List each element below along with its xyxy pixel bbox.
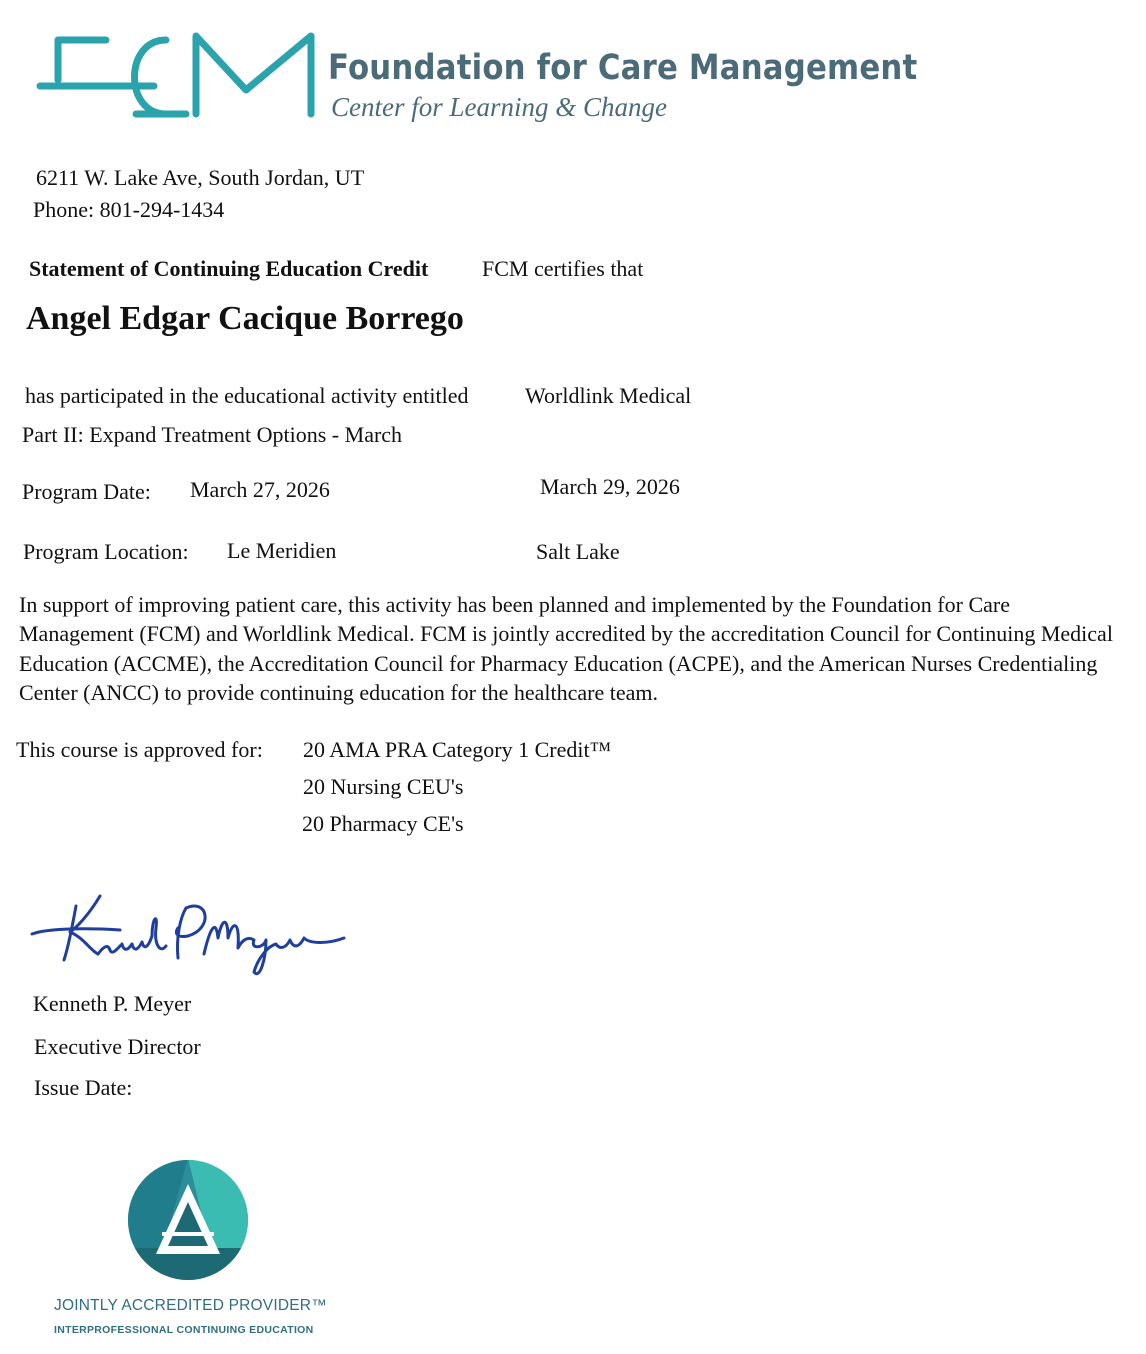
- program-end-date: March 29, 2026: [540, 474, 680, 499]
- activity-intro: has participated in the educational activity entitled: [25, 383, 469, 408]
- statement-title: Statement of Continuing Education Credit: [29, 256, 429, 281]
- credit-pharmacy: 20 Pharmacy CE's: [302, 811, 464, 836]
- certifies-text: FCM certifies that: [482, 256, 644, 281]
- org-tagline: Center for Learning & Change: [331, 92, 667, 122]
- issue-date-label: Issue Date:: [34, 1075, 133, 1100]
- credit-ama: 20 AMA PRA Category 1 Credit™: [303, 737, 612, 762]
- credit-nursing: 20 Nursing CEU's: [303, 774, 464, 799]
- activity-title-line2: Part II: Expand Treatment Options - March: [22, 422, 403, 447]
- accreditation-statement: In support of improving patient care, this activity has been planned and implemented by the Foundation for Care Management (FCM) and Worldlink Medical. FCM is jointly accredited by the accreditation Council for Continuing Medical Education (ACCME), the Accreditation Council for Pharmacy Education (ACPE), and the American Nurses Credentialing Center (ANCC) to provide continuing education for the healthcare team.: [19, 592, 1113, 705]
- program-location-label: Program Location:: [23, 539, 189, 564]
- jointly-accredited-title: JOINTLY ACCREDITED PROVIDER™: [54, 1297, 327, 1314]
- signature-image: [28, 888, 348, 988]
- approval-label: This course is approved for:: [16, 737, 263, 762]
- program-date-label: Program Date:: [22, 479, 151, 504]
- address: 6211 W. Lake Ave, South Jordan, UT: [36, 165, 365, 190]
- fcm-logo: [36, 30, 326, 122]
- activity-title-line1: Worldlink Medical: [525, 383, 692, 408]
- program-venue: Le Meridien: [227, 538, 337, 563]
- signatory-name: Kenneth P. Meyer: [33, 991, 192, 1016]
- phone: Phone: 801-294-1434: [33, 197, 225, 222]
- signatory-title: Executive Director: [34, 1034, 201, 1059]
- program-city: Salt Lake: [536, 539, 620, 564]
- program-start-date: March 27, 2026: [190, 477, 330, 502]
- jointly-accredited-subtitle: INTERPROFESSIONAL CONTINUING EDUCATION: [54, 1324, 314, 1336]
- org-name: Foundation for Care Management: [328, 48, 918, 88]
- participant-name: Angel Edgar Cacique Borrego: [26, 300, 464, 337]
- jointly-accredited-logo-icon: [126, 1158, 250, 1282]
